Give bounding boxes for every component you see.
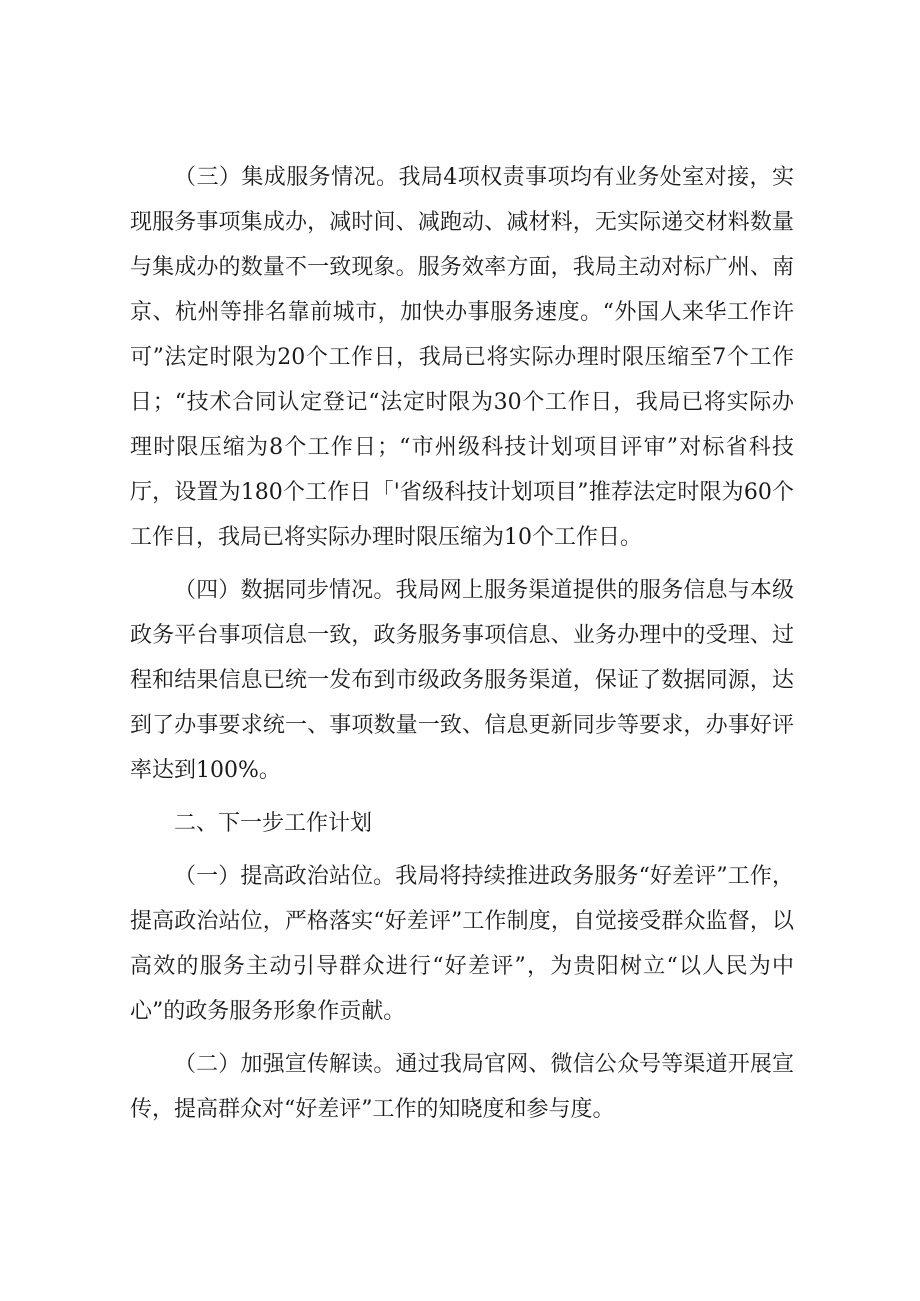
- paragraph-data-sync: （四）数据同步情况。我局网上服务渠道提供的服务信息与本级政务平台事项信息一致，政务服务事项信息、业务办理中的受理、过程和结果信息已统一发布到市级政务服务渠道，保证了数据同源，达到了办事要求统一、事项数量一致、信息更新同步等要求，办事好评率达到100%。: [130, 578, 794, 783]
- paragraph-political-stance: （一）提高政治站位。我局将持续推进政务服务“好差评”工作，提高政治站位，严格落实“好差评”工作制度，自觉接受群众监督，以高效的服务主动引导群众进行“好差评”，为贵阳树立“以人民为中心”的政务服务形象作贡献。: [130, 864, 794, 1024]
- document-body: [130, 155, 794, 1140]
- paragraph-integrated-service: （三）集成服务情况。我局4项权责事项均有业务处室对接，实现服务事项集成办，减时间、减跑动、减材料，无实际递交材料数量与集成办的数量不一致现象。服务效率方面，我局主动对标广州、南京、杭州等排名靠前城市，加快办事服务速度。“外国人来华工作许可”法定时限为20个工作日，我局已将实际办理时限压缩至7个工作日；“技术合同认定登记“法定时限为30个工作日，我局已将实际办理时限压缩为8个工作日；“市州级科技计划项目评审”对标省科技厅，设置为180个工作日「'省级科技计划项目”推荐法定时限为60个工作日，我局已将实际办理时限压缩为10个工作日。: [130, 165, 794, 550]
- section-heading-next-steps: 二、下一步工作计划: [174, 811, 373, 836]
- paragraph-publicity: （二）加强宣传解读。通过我局官网、微信公众号等渠道开展宣传，提高群众对“好差评”工作的知晓度和参与度。: [130, 1052, 794, 1122]
